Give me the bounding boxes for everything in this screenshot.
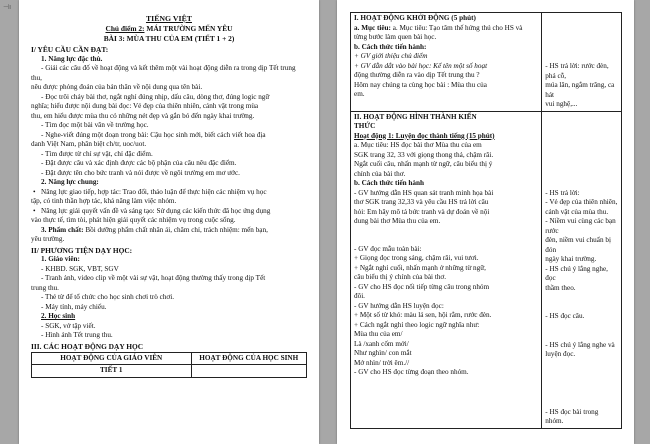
- lesson-title: BÀI 3: MÙA THU CỦA EM (TIẾT 1 + 2): [103, 34, 235, 44]
- text-line: - Tìm được từ chỉ sự vật, chỉ đặc điểm.: [41, 149, 153, 158]
- text-line: trung thu.: [31, 283, 59, 292]
- text-line: nghĩa; hiểu được nội dung bài đọc: Vẻ đẹp của thiên nhiên, cảnh vật trong mùa: [31, 102, 259, 111]
- table-cell-empty: [191, 365, 307, 378]
- bullet-item: • Năng lực giao tiếp, hợp tác: Trao đổi, thảo luận để thực hiện các nhiệm vụ học: [31, 188, 307, 198]
- table-cell-student: - HS trả lời: rước đèn, phá cỗ, múa lân, ngắm trăng, ca hát vui nghệ,...: [542, 13, 622, 112]
- text-line: - Đặt được tên cho bức tranh và nói được về ngôi trường em mơ ước.: [41, 168, 240, 177]
- activities-table-continued: [350, 12, 622, 429]
- text-line: - Tìm đọc một bài văn về trường học.: [41, 121, 149, 130]
- document-page-left: [19, 0, 319, 444]
- subject-title: TIẾNG VIỆT: [145, 14, 192, 23]
- topic-heading: Chủ điểm 2: MÁI TRƯỜNG MẾN YÊU: [105, 24, 233, 34]
- bullet-item: • Năng lực giải quyết vấn đề và sáng tạo: Sử dụng các kiến thức đã học ứng dụng: [31, 207, 307, 217]
- subheading-specific-competence: 1. Năng lực đặc thù.: [41, 54, 103, 63]
- table-cell-teacher: II. HOẠT ĐỘNG HÌNH THÀNH KIẾN THỨC Hoạt động 1: Luyện đọc thành tiếng (15 phút) a. Mục tiêu: HS đọc bài thơ Mùa thu của em SGK trang 32, 33 với giọng thong thả, chậm rãi. Ngắt cuối câu, nhấn mạnh từ ngữ, câu biểu thị ý chính của bài thơ. b. Cách thức tiến hành - GV hướng dẫn HS quan sát tranh minh họa bài thơ SGK trang 32,33 và yêu cầu HS trả lời câu hỏi: Em hãy mô tả bức tranh và dự đoán về nội dung bài thơ Mùa thu của em. - GV đọc mẫu toàn bài: + Giọng đọc trong sáng, chậm rãi, vui tươi. + Ngắt nghỉ cuối, nhấn mạnh ở những từ ngữ, câu biểu thị ý chính của bài thơ. - GV cho HS đọc nối tiếp từng câu trong nhóm đôi. - GV hướng dẫn HS luyện đọc: + Một số từ khó: màu lá sen, hội rằm, rước đèn. + Cách ngắt nghỉ theo logic ngữ nghĩa như: Mùa thu của em/ Là /xanh cốm mới/ Như nghìn/ con mắt Mở nhìn/ trời êm.// - GV cho HS đọc từng đoạn theo nhóm.: [351, 111, 542, 428]
- text-line: vào thực tế, tìm tòi, phát hiện giải quyết các nhiệm vụ trong cuộc sống.: [31, 216, 236, 225]
- table-header-student: HOẠT ĐỘNG CỦA HỌC SINH: [191, 352, 307, 365]
- table-row: [351, 13, 622, 112]
- document-page-right: [337, 0, 634, 444]
- subheading-general-competence: 2. Năng lực chung:: [41, 178, 99, 187]
- subheading-teacher: 1. Giáo viên:: [41, 255, 80, 264]
- section-heading-activities: III. CÁC HOẠT ĐỘNG DẠY HỌC: [31, 341, 144, 351]
- subheading-student: 2. Học sinh: [41, 312, 76, 321]
- text-line: danh Việt Nam, phân biệt ch/tr, uoc/uot.: [31, 140, 147, 149]
- text-line: - Thẻ từ để tổ chức cho học sinh chơi trò chơi.: [41, 293, 175, 302]
- text-line: - KHBD. SGK, VBT, SGV: [41, 264, 119, 273]
- table-cell-period: TIẾT 1: [32, 365, 192, 378]
- section-heading-requirements: I/ YÊU CẦU CẦN ĐẠT:: [31, 44, 109, 54]
- text-line: - Giải các câu đố về hoạt động và kết thêm một vài hoạt động diễn ra trong dịp Tết trung thu,: [31, 64, 296, 82]
- text-line: - Nghe-viết đúng một đoạn trong bài: Cậu học sinh mới, biết cách viết hoa địa: [41, 130, 266, 139]
- table-cell-teacher: I. HOẠT ĐỘNG KHỞI ĐỘNG (5 phút) a. Mục tiêu: a. Mục tiêu: Tạo tâm thế hứng thú cho HS và từng bước làm quen bài học. b. Cách thức tiến hành: + GV giới thiệu chủ điểm + GV dẫn dắt vào bài học: Kể tên một số hoạt động thường diễn ra vào dịp Tết trung thu ? Hôm nay chúng ta cùng học bài : Mùa thu của em.: [351, 13, 542, 112]
- text-line: - Máy tính, máy chiếu.: [41, 302, 107, 311]
- text-line: tập, có tinh thần hợp tác, khả năng làm việc nhóm.: [31, 197, 177, 206]
- section-heading-materials: II/ PHƯƠNG TIỆN DẠY HỌC:: [31, 245, 133, 255]
- activities-table: [31, 352, 307, 378]
- text-line: 3. Phẩm chất: Bồi dưỡng phẩm chất nhân ái, chăm chỉ, trách nhiệm: mến bạn,: [41, 225, 268, 234]
- table-header-teacher: HOẠT ĐỘNG CỦA GIÁO VIÊN: [32, 352, 192, 365]
- text-line: - Hình ảnh Tết trung thu.: [41, 331, 113, 340]
- text-line: yêu trường.: [31, 235, 65, 244]
- table-cell-student: - HS trả lời: - Vẻ đẹp của thiên nhiên, cảnh vật của mùa thu. - Niềm vui cùng các bạn rước đèn, niềm vui chuẩn bị đón ngày khai trường. - HS chú ý lắng nghe, đọc thầm theo. - HS đọc câu. - HS chú ý lắng nghe và luyện đọc. - HS đọc bài trong nhóm.: [542, 111, 622, 428]
- text-line: - Đặt được câu và xác định được các bộ phận của câu nêu đặc điểm.: [41, 159, 237, 168]
- text-line: - Tranh ảnh, video clip về một vài sự vật, hoạt động thường thấy trong dịp Tết: [41, 274, 266, 283]
- text-line: thu, em hiểu được mùa thu có những nét đẹp và gắn bó đến ngày khai trường.: [31, 111, 255, 120]
- table-row: [351, 111, 622, 428]
- text-line: - SGK, vở tập viết.: [41, 321, 96, 330]
- text-line: nêu được phỏng đoán của bản thân về nội dung qua tên bài.: [31, 83, 203, 92]
- text-line: - Đọc trôi chảy bài thơ, ngắt nghỉ đúng nhịp, dấu câu, dòng thơ, đúng logic ngữ: [41, 92, 270, 101]
- ruler-marker: ⊣ı: [3, 4, 12, 11]
